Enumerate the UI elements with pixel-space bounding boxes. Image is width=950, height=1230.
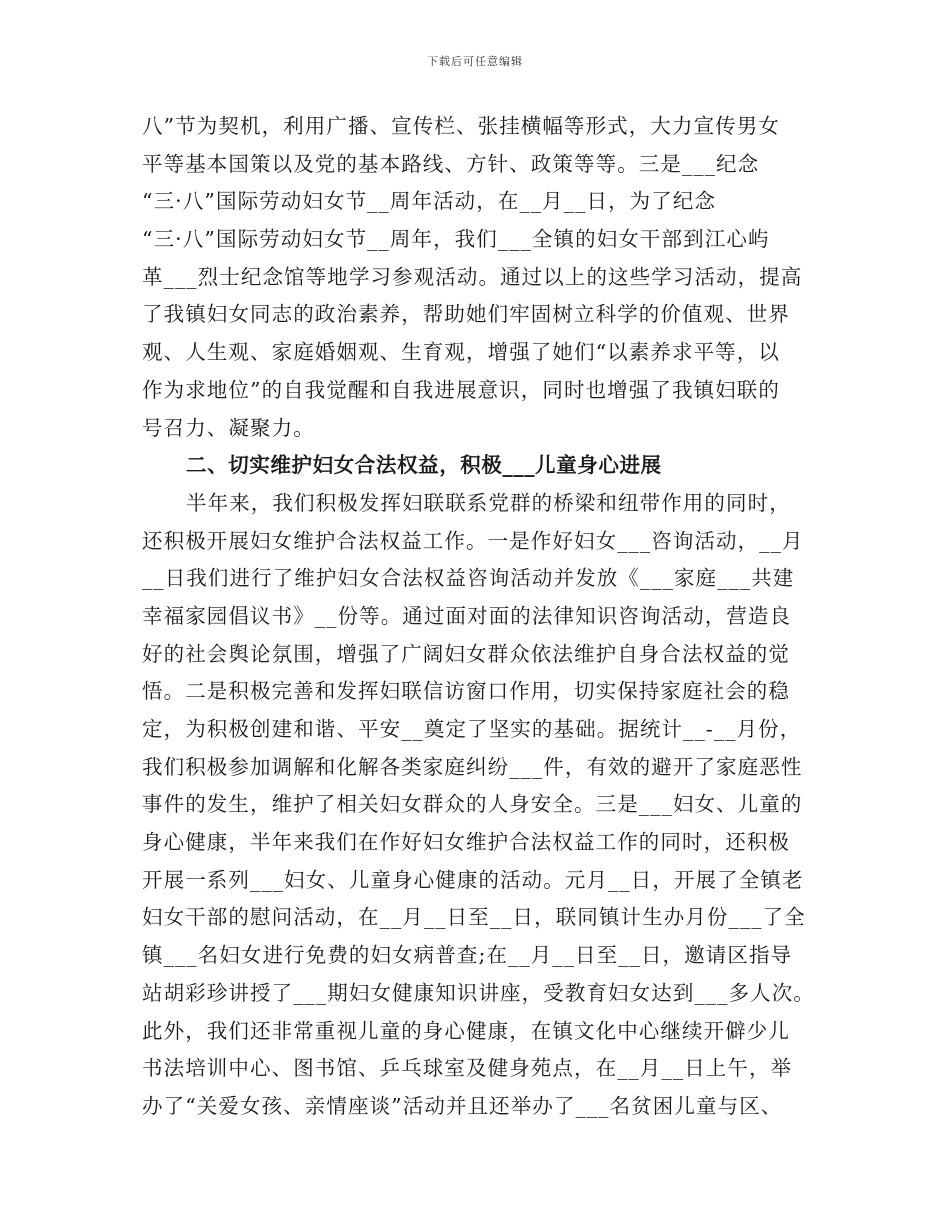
text-line: 镇___名妇女进行免费的妇女病普查;在__月__日至__日，邀请区指导 bbox=[142, 943, 793, 968]
text-line: __日我们进行了维护妇女合法权益咨询活动并发放《___家庭___共建 bbox=[142, 566, 795, 591]
text-line: 幸福家园倡议书》__份等。通过面对面的法律知识咨询活动，营造良 bbox=[142, 603, 792, 628]
text-line: 事件的发生，维护了相关妇女群众的人身安全。三是___妇女、儿童的 bbox=[142, 792, 803, 817]
text-line: 好的社会舆论氛围，增强了广阔妇女群众依法维护自身合法权益的觉 bbox=[142, 641, 790, 666]
text-line: “三·八”国际劳动妇女节__周年活动，在__月__日，为了纪念 bbox=[142, 189, 717, 214]
text-line: 了我镇妇女同志的政治素养，帮助她们牢固树立科学的价值观、世界 bbox=[142, 302, 790, 327]
text-line: 观、人生观、家庭婚姻观、生育观，增强了她们“以素养求平等，以 bbox=[142, 340, 780, 365]
text-line: 站胡彩珍讲授了___期妇女健康知识讲座，受教育妇女达到___多人次。 bbox=[142, 980, 815, 1005]
text-line: 办了“关爱女孩、亲情座谈”活动并且还举办了___名贫困儿童与区、 bbox=[142, 1093, 783, 1118]
text-line: 革___烈士纪念馆等地学习参观活动。通过以上的这些学习活动，提高 bbox=[142, 264, 803, 289]
header-note: 下载后可任意编辑 bbox=[427, 55, 523, 68]
text-line: 还积极开展妇女维护合法权益工作。一是作好妇女___咨询活动，__月 bbox=[142, 528, 804, 553]
text-line: 半年来，我们积极发挥妇联联系党群的桥梁和纽带作用的同时， bbox=[186, 490, 791, 515]
text-line: 定，为积极创建和谐、平安__奠定了坚实的基础。据统计__-__月份， bbox=[142, 717, 802, 741]
text-line: 作为求地位”的自我觉醒和自我进展意识，同时也增强了我镇妇联的 bbox=[142, 377, 780, 402]
text-line: 妇女干部的慰问活动，在__月__日至__日，联同镇计生办月份___了全 bbox=[142, 905, 806, 930]
text-line: 我们积极参加调解和化解各类家庭纠纷___件，有效的避开了家庭恶性 bbox=[142, 754, 803, 779]
document-body bbox=[142, 108, 815, 1126]
text-line: 平等基本国策以及党的基本路线、方针、政策等等。三是___纪念 bbox=[142, 151, 760, 176]
section-heading: 二、切实维护妇女合法权益，积极___儿童身心进展 bbox=[186, 453, 662, 478]
text-line: “三·八”国际劳动妇女节__周年，我们___全镇的妇女干部到江心屿 bbox=[142, 227, 770, 252]
text-line: 八”节为契机，利用广播、宣传栏、张挂横幅等形式，大力宣传男女 bbox=[142, 114, 780, 138]
text-line: 此外，我们还非常重视儿童的身心健康，在镇文化中心继续开僻少儿 bbox=[142, 1018, 790, 1043]
text-line: 号召力、凝聚力。 bbox=[142, 415, 315, 440]
text-line: 悟。二是积极完善和发挥妇联信访窗口作用，切实保持家庭社会的稳 bbox=[142, 679, 790, 704]
text-line: 书法培训中心、图书馆、乒乓球室及健身苑点，在__月__日上午，举 bbox=[142, 1056, 793, 1081]
text-line: 开展一系列___妇女、儿童身心健康的活动。元月__日，开展了全镇老 bbox=[142, 867, 804, 892]
text-line: 身心健康，半年来我们在作好妇女维护合法权益工作的同时，还积极 bbox=[142, 830, 790, 855]
